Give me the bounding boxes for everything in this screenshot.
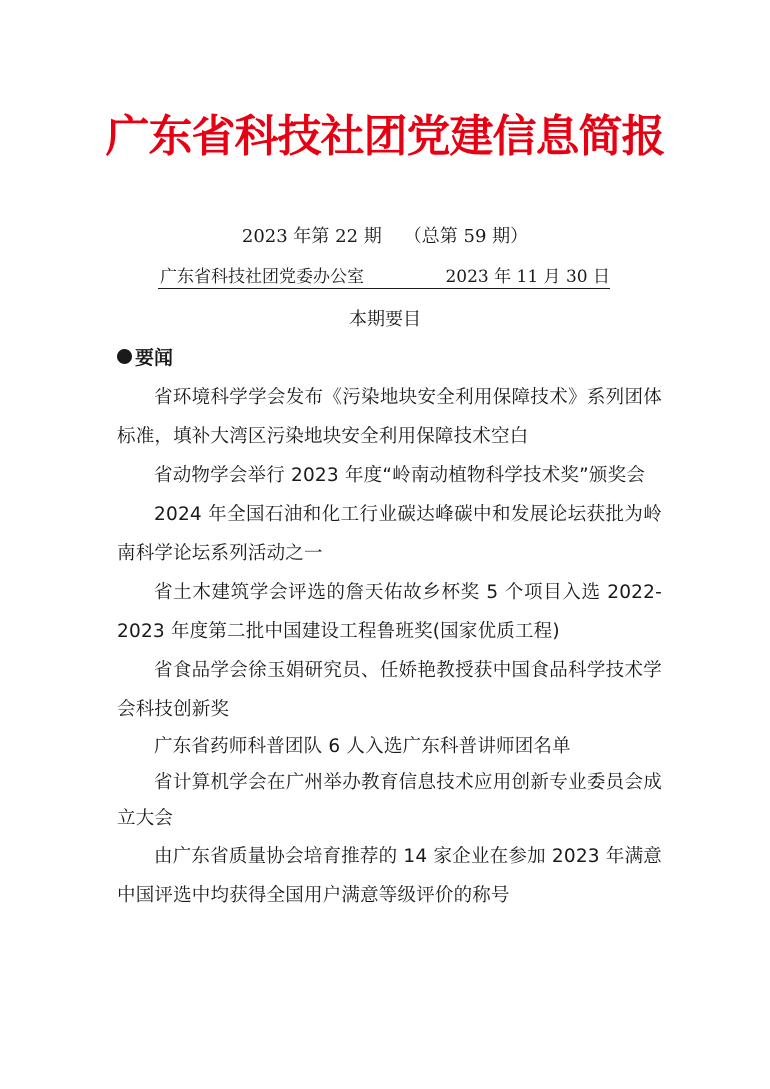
toc-item: 省环境科学学会发布《污染地块安全利用保障技术》系列团体标准，填补大湾区污染地块安全利用保障技术空白 [117,387,662,447]
section-heading [117,343,173,370]
toc-item: 省计算机学会在广州举办教育信息技术应用创新专业委员会成立大会 [117,772,662,829]
toc-item: 省动物学会举行 2023 年度“岭南动植物科学技术奖”颁奖会 [154,465,646,486]
publisher-name: 广东省科技社团党委办公室 [160,267,364,287]
toc-item: 2024 年全国石油和化工行业碳达峰碳中和发展论坛获批为岭南科学论坛系列活动之一 [117,504,662,564]
toc-item: 由广东省质量协会培育推荐的 14 家企业在参加 2023 年满意中国评选中均获得全国用户满意等级评价的称号 [117,846,662,906]
publisher-row [158,262,610,289]
toc-item: 广东省药师科普团队 6 人入选广东科普讲师团名单 [154,736,571,757]
issue-number: 2023 年第 22 期 [241,226,382,247]
section-heading-label: 要闻 [135,347,174,369]
publish-date: 2023 年 11 月 30 日 [445,267,610,287]
total-issue-number: （总第 59 期） [403,226,529,247]
bulletin-masthead-title: 广东省科技社团党建信息简报 [105,111,665,162]
toc-list [117,378,662,915]
toc-item: 省土木建筑学会评选的詹天佑故乡杯奖 5 个项目入选 2022-2023 年度第二批中国建设工程鲁班奖(国家优质工程) [117,582,662,642]
toc-title: 本期要目 [349,309,421,330]
toc-item: 省食品学会徐玉娟研究员、任娇艳教授获中国食品科学技术学会科技创新奖 [117,660,662,720]
bullet-icon [117,349,132,364]
issue-line [0,222,770,248]
